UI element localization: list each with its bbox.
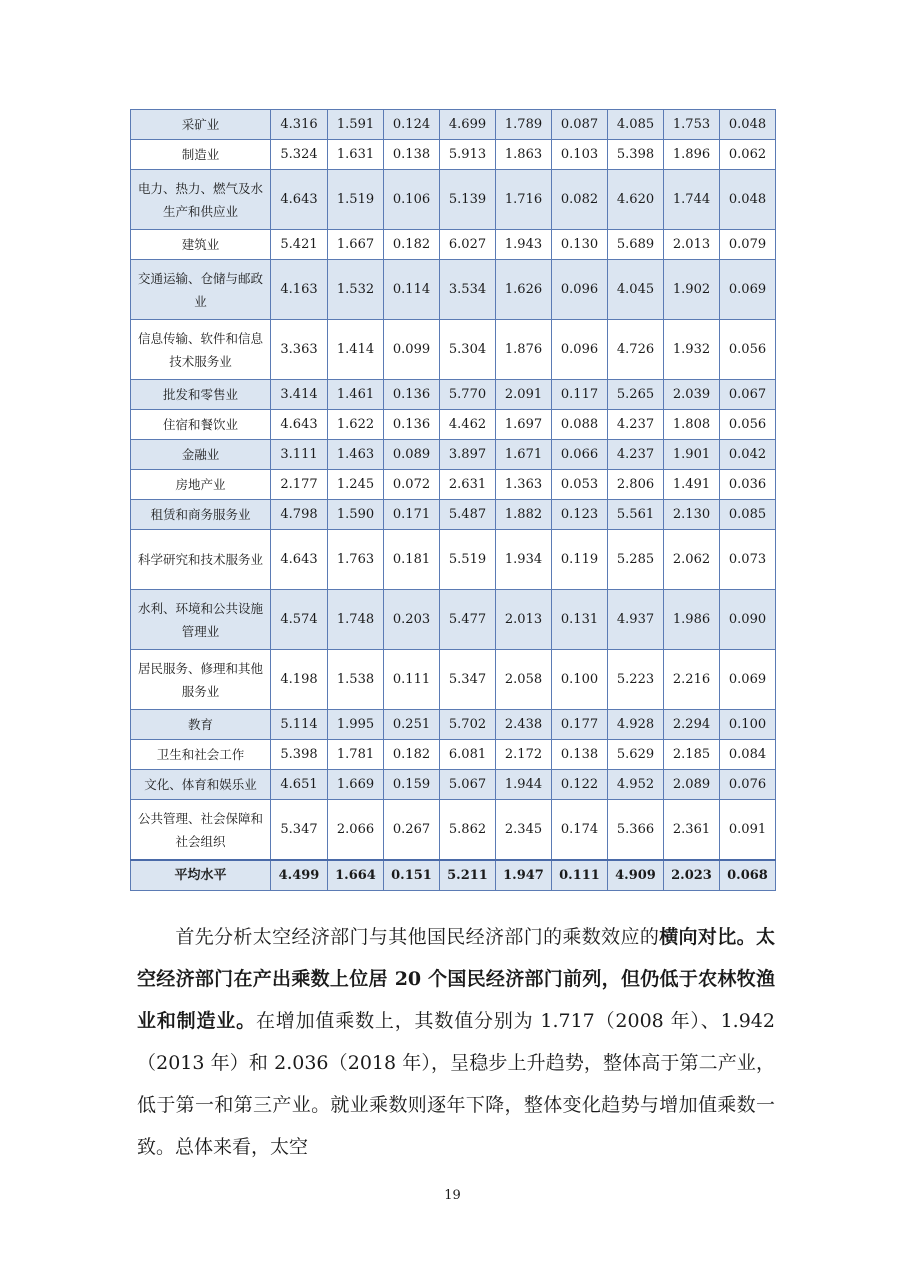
value-cell: 3.534 <box>440 260 496 320</box>
value-cell: 3.897 <box>440 440 496 470</box>
value-cell: 2.066 <box>328 800 384 861</box>
value-cell: 5.689 <box>608 230 664 260</box>
sector-name-cell: 居民服务、修理和其他服务业 <box>131 650 271 710</box>
value-cell: 5.347 <box>440 650 496 710</box>
sector-name-cell: 金融业 <box>131 440 271 470</box>
value-cell: 2.130 <box>664 500 720 530</box>
value-cell: 2.216 <box>664 650 720 710</box>
value-cell: 5.770 <box>440 380 496 410</box>
value-cell: 0.119 <box>552 530 608 590</box>
value-cell: 1.943 <box>496 230 552 260</box>
value-cell: 1.538 <box>328 650 384 710</box>
value-cell: 5.519 <box>440 530 496 590</box>
table-body <box>131 110 776 891</box>
value-cell: 5.139 <box>440 170 496 230</box>
value-cell: 5.114 <box>271 710 328 740</box>
value-cell: 1.463 <box>328 440 384 470</box>
value-cell: 1.763 <box>328 530 384 590</box>
value-cell: 0.181 <box>384 530 440 590</box>
sector-name-cell: 房地产业 <box>131 470 271 500</box>
sector-name-cell: 公共管理、社会保障和社会组织 <box>131 800 271 861</box>
value-cell: 4.937 <box>608 590 664 650</box>
value-cell: 0.124 <box>384 110 440 140</box>
value-cell: 0.131 <box>552 590 608 650</box>
table-row <box>131 440 776 470</box>
value-cell: 0.091 <box>720 800 776 861</box>
value-cell: 0.087 <box>552 110 608 140</box>
value-cell: 3.363 <box>271 320 328 380</box>
value-cell: 0.267 <box>384 800 440 861</box>
average-value-cell: 2.023 <box>664 860 720 891</box>
table-row <box>131 470 776 500</box>
sector-name-cell: 采矿业 <box>131 110 271 140</box>
value-cell: 0.103 <box>552 140 608 170</box>
value-cell: 0.159 <box>384 770 440 800</box>
value-cell: 1.781 <box>328 740 384 770</box>
table-row <box>131 590 776 650</box>
value-cell: 2.062 <box>664 530 720 590</box>
value-cell: 0.067 <box>720 380 776 410</box>
value-cell: 0.096 <box>552 320 608 380</box>
value-cell: 1.789 <box>496 110 552 140</box>
value-cell: 5.702 <box>440 710 496 740</box>
value-cell: 4.620 <box>608 170 664 230</box>
value-cell: 0.084 <box>720 740 776 770</box>
value-cell: 0.073 <box>720 530 776 590</box>
value-cell: 2.013 <box>664 230 720 260</box>
sector-name-cell: 制造业 <box>131 140 271 170</box>
paragraph-text-2: 在增加值乘数上，其数值分别为 1.717（2008 年）、1.942（2013 年）和 2.036（2018 年），呈稳步上升趋势，整体高于第二产业，低于第一和第三产业。就业乘数则逐年下降，整体变化趋势与增加值乘数一致。总体来看，太空 <box>137 1010 775 1158</box>
value-cell: 5.223 <box>608 650 664 710</box>
sector-name-cell: 科学研究和技术服务业 <box>131 530 271 590</box>
value-cell: 1.896 <box>664 140 720 170</box>
value-cell: 1.519 <box>328 170 384 230</box>
value-cell: 0.099 <box>384 320 440 380</box>
value-cell: 0.048 <box>720 110 776 140</box>
value-cell: 6.027 <box>440 230 496 260</box>
value-cell: 3.414 <box>271 380 328 410</box>
value-cell: 1.631 <box>328 140 384 170</box>
value-cell: 4.952 <box>608 770 664 800</box>
value-cell: 0.056 <box>720 320 776 380</box>
value-cell: 1.744 <box>664 170 720 230</box>
value-cell: 4.163 <box>271 260 328 320</box>
value-cell: 1.414 <box>328 320 384 380</box>
sector-name-cell: 交通运输、仓储与邮政业 <box>131 260 271 320</box>
value-cell: 2.345 <box>496 800 552 861</box>
paragraph-bold-text: 横向对比。太空经济部门在产出乘数上位居 20 个国民经济部门前列，但仍低于农林牧渔业和制造业。 <box>137 926 775 1032</box>
table-row <box>131 380 776 410</box>
average-row <box>131 860 776 891</box>
value-cell: 2.438 <box>496 710 552 740</box>
value-cell: 0.048 <box>720 170 776 230</box>
value-cell: 5.398 <box>271 740 328 770</box>
value-cell: 0.069 <box>720 260 776 320</box>
average-value-cell: 1.664 <box>328 860 384 891</box>
table-row <box>131 170 776 230</box>
table-row <box>131 710 776 740</box>
value-cell: 1.995 <box>328 710 384 740</box>
value-cell: 1.591 <box>328 110 384 140</box>
value-cell: 5.487 <box>440 500 496 530</box>
sector-name-cell: 水利、环境和公共设施管理业 <box>131 590 271 650</box>
value-cell: 6.081 <box>440 740 496 770</box>
value-cell: 0.036 <box>720 470 776 500</box>
value-cell: 1.590 <box>328 500 384 530</box>
value-cell: 4.045 <box>608 260 664 320</box>
value-cell: 1.363 <box>496 470 552 500</box>
value-cell: 5.265 <box>608 380 664 410</box>
value-cell: 5.324 <box>271 140 328 170</box>
table-row <box>131 650 776 710</box>
value-cell: 4.237 <box>608 440 664 470</box>
table-row <box>131 740 776 770</box>
value-cell: 0.182 <box>384 740 440 770</box>
value-cell: 0.089 <box>384 440 440 470</box>
sector-name-cell: 租赁和商务服务业 <box>131 500 271 530</box>
value-cell: 0.090 <box>720 590 776 650</box>
value-cell: 1.934 <box>496 530 552 590</box>
sector-name-cell: 教育 <box>131 710 271 740</box>
value-cell: 4.237 <box>608 410 664 440</box>
paragraph-text-1: 首先分析太空经济部门与其他国民经济部门的乘数效应的 <box>175 926 660 948</box>
sector-name-cell: 建筑业 <box>131 230 271 260</box>
value-cell: 2.091 <box>496 380 552 410</box>
value-cell: 1.671 <box>496 440 552 470</box>
value-cell: 1.461 <box>328 380 384 410</box>
value-cell: 0.138 <box>384 140 440 170</box>
value-cell: 0.123 <box>552 500 608 530</box>
value-cell: 1.697 <box>496 410 552 440</box>
value-cell: 0.066 <box>552 440 608 470</box>
table-row <box>131 260 776 320</box>
value-cell: 1.622 <box>328 410 384 440</box>
table-row <box>131 320 776 380</box>
average-value-cell: 5.211 <box>440 860 496 891</box>
value-cell: 1.808 <box>664 410 720 440</box>
value-cell: 5.477 <box>440 590 496 650</box>
value-cell: 0.082 <box>552 170 608 230</box>
value-cell: 2.089 <box>664 770 720 800</box>
value-cell: 4.574 <box>271 590 328 650</box>
average-value-cell: 0.068 <box>720 860 776 891</box>
value-cell: 5.366 <box>608 800 664 861</box>
value-cell: 0.100 <box>552 650 608 710</box>
value-cell: 2.013 <box>496 590 552 650</box>
value-cell: 0.136 <box>384 410 440 440</box>
value-cell: 0.056 <box>720 410 776 440</box>
value-cell: 0.171 <box>384 500 440 530</box>
value-cell: 0.100 <box>720 710 776 740</box>
value-cell: 1.245 <box>328 470 384 500</box>
value-cell: 4.651 <box>271 770 328 800</box>
value-cell: 0.117 <box>552 380 608 410</box>
value-cell: 0.069 <box>720 650 776 710</box>
table-row <box>131 140 776 170</box>
sector-name-cell: 卫生和社会工作 <box>131 740 271 770</box>
value-cell: 4.198 <box>271 650 328 710</box>
table-row <box>131 500 776 530</box>
table-row <box>131 230 776 260</box>
value-cell: 1.863 <box>496 140 552 170</box>
table-row <box>131 530 776 590</box>
table-row <box>131 110 776 140</box>
value-cell: 5.862 <box>440 800 496 861</box>
average-value-cell: 4.499 <box>271 860 328 891</box>
value-cell: 1.986 <box>664 590 720 650</box>
value-cell: 2.177 <box>271 470 328 500</box>
value-cell: 0.076 <box>720 770 776 800</box>
average-value-cell: 1.947 <box>496 860 552 891</box>
value-cell: 5.421 <box>271 230 328 260</box>
sector-name-cell: 文化、体育和娱乐业 <box>131 770 271 800</box>
value-cell: 0.072 <box>384 470 440 500</box>
value-cell: 0.062 <box>720 140 776 170</box>
value-cell: 0.177 <box>552 710 608 740</box>
value-cell: 0.053 <box>552 470 608 500</box>
value-cell: 4.798 <box>271 500 328 530</box>
value-cell: 0.130 <box>552 230 608 260</box>
value-cell: 4.699 <box>440 110 496 140</box>
value-cell: 1.716 <box>496 170 552 230</box>
value-cell: 5.347 <box>271 800 328 861</box>
value-cell: 0.203 <box>384 590 440 650</box>
average-label-cell: 平均水平 <box>131 860 271 891</box>
value-cell: 0.106 <box>384 170 440 230</box>
value-cell: 1.626 <box>496 260 552 320</box>
table-row <box>131 770 776 800</box>
value-cell: 5.561 <box>608 500 664 530</box>
multiplier-table <box>130 109 776 891</box>
multiplier-table-container <box>130 109 775 891</box>
value-cell: 0.136 <box>384 380 440 410</box>
table-row <box>131 800 776 861</box>
value-cell: 2.631 <box>440 470 496 500</box>
value-cell: 1.491 <box>664 470 720 500</box>
value-cell: 1.748 <box>328 590 384 650</box>
value-cell: 4.643 <box>271 410 328 440</box>
value-cell: 4.643 <box>271 170 328 230</box>
value-cell: 5.285 <box>608 530 664 590</box>
value-cell: 4.085 <box>608 110 664 140</box>
value-cell: 1.669 <box>328 770 384 800</box>
value-cell: 2.039 <box>664 380 720 410</box>
average-value-cell: 0.111 <box>552 860 608 891</box>
table-row <box>131 410 776 440</box>
value-cell: 4.726 <box>608 320 664 380</box>
value-cell: 1.902 <box>664 260 720 320</box>
sector-name-cell: 住宿和餐饮业 <box>131 410 271 440</box>
value-cell: 0.085 <box>720 500 776 530</box>
value-cell: 1.667 <box>328 230 384 260</box>
value-cell: 4.928 <box>608 710 664 740</box>
value-cell: 1.532 <box>328 260 384 320</box>
value-cell: 0.079 <box>720 230 776 260</box>
value-cell: 1.944 <box>496 770 552 800</box>
body-paragraph <box>137 916 775 1168</box>
value-cell: 5.629 <box>608 740 664 770</box>
sector-name-cell: 批发和零售业 <box>131 380 271 410</box>
value-cell: 5.067 <box>440 770 496 800</box>
value-cell: 4.643 <box>271 530 328 590</box>
value-cell: 0.251 <box>384 710 440 740</box>
value-cell: 0.111 <box>384 650 440 710</box>
value-cell: 5.304 <box>440 320 496 380</box>
value-cell: 2.294 <box>664 710 720 740</box>
value-cell: 0.182 <box>384 230 440 260</box>
value-cell: 1.876 <box>496 320 552 380</box>
value-cell: 2.058 <box>496 650 552 710</box>
value-cell: 0.122 <box>552 770 608 800</box>
value-cell: 0.174 <box>552 800 608 861</box>
average-value-cell: 0.151 <box>384 860 440 891</box>
value-cell: 0.114 <box>384 260 440 320</box>
value-cell: 4.316 <box>271 110 328 140</box>
average-value-cell: 4.909 <box>608 860 664 891</box>
value-cell: 0.096 <box>552 260 608 320</box>
value-cell: 1.932 <box>664 320 720 380</box>
value-cell: 1.753 <box>664 110 720 140</box>
value-cell: 1.901 <box>664 440 720 470</box>
sector-name-cell: 电力、热力、燃气及水生产和供应业 <box>131 170 271 230</box>
value-cell: 2.172 <box>496 740 552 770</box>
value-cell: 2.806 <box>608 470 664 500</box>
value-cell: 2.185 <box>664 740 720 770</box>
value-cell: 3.111 <box>271 440 328 470</box>
value-cell: 5.398 <box>608 140 664 170</box>
value-cell: 4.462 <box>440 410 496 440</box>
value-cell: 2.361 <box>664 800 720 861</box>
page-number: 19 <box>444 1188 461 1203</box>
value-cell: 5.913 <box>440 140 496 170</box>
value-cell: 0.088 <box>552 410 608 440</box>
value-cell: 0.138 <box>552 740 608 770</box>
sector-name-cell: 信息传输、软件和信息技术服务业 <box>131 320 271 380</box>
value-cell: 1.882 <box>496 500 552 530</box>
value-cell: 0.042 <box>720 440 776 470</box>
